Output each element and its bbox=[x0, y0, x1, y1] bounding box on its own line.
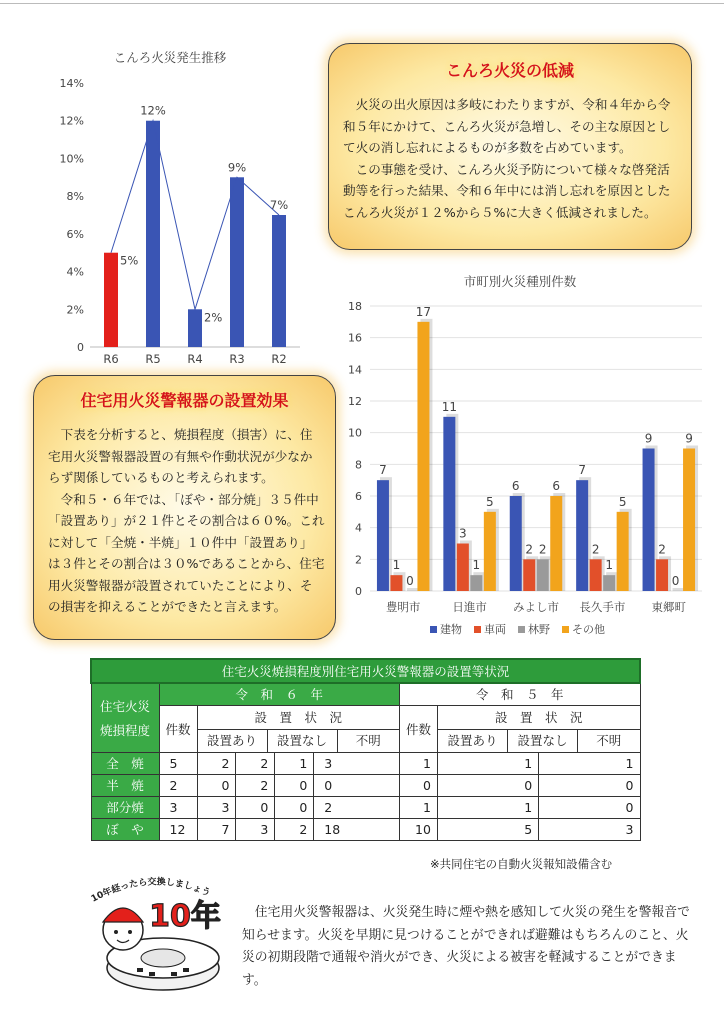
slogan-text: 10年経ったら交換しましょう bbox=[89, 877, 212, 905]
data-label: 5 bbox=[618, 494, 627, 509]
category-label: R5 bbox=[145, 352, 161, 366]
data-label: 7 bbox=[379, 463, 387, 478]
table-cell: 1 bbox=[437, 796, 538, 818]
y-tick-label: 8% bbox=[66, 190, 84, 204]
table-cell: 2 bbox=[236, 752, 275, 774]
callout-body bbox=[343, 94, 681, 223]
table-cell: 0 bbox=[437, 774, 538, 796]
table-cell: 2 bbox=[275, 818, 314, 840]
category-label: R3 bbox=[229, 352, 245, 366]
bar bbox=[510, 496, 522, 591]
table-cell: 0 bbox=[275, 774, 314, 796]
table-title: 住宅火災焼損程度別住宅用火災警報器の設置等状況 bbox=[91, 659, 640, 683]
table-cell: 5 bbox=[159, 752, 197, 774]
table-cell: 10 bbox=[399, 818, 437, 840]
y-tick-label: 0 bbox=[77, 341, 84, 354]
row-label: 半 焼 bbox=[91, 774, 159, 796]
table-cell: 3 bbox=[197, 796, 236, 818]
data-label: 2 bbox=[658, 542, 666, 557]
bar bbox=[146, 121, 160, 347]
table-cell: 1 bbox=[399, 752, 437, 774]
table-row bbox=[91, 818, 640, 840]
smoke-detector-illustration bbox=[85, 860, 225, 995]
table-cell: 0 bbox=[197, 774, 236, 796]
y-tick-label: 8 bbox=[355, 458, 362, 472]
count-header: 件数 bbox=[399, 705, 437, 752]
data-label: 12% bbox=[140, 103, 166, 118]
ten-years-badge: 10年 bbox=[149, 899, 221, 934]
trend-line bbox=[111, 121, 279, 310]
bar bbox=[272, 215, 286, 347]
table-cell: 0 bbox=[399, 774, 437, 796]
table-cell: 5 bbox=[437, 818, 538, 840]
category-label: 豊明市 bbox=[385, 600, 421, 614]
data-label: 9% bbox=[227, 160, 247, 175]
table-row bbox=[91, 774, 640, 796]
table-cell: 3 bbox=[314, 752, 400, 774]
stove-fire-reduction-callout bbox=[328, 43, 692, 250]
y-tick-label: 14% bbox=[59, 77, 84, 90]
bar bbox=[484, 512, 496, 591]
category-label: R2 bbox=[271, 352, 287, 366]
year-header: 令 和 ５ 年 bbox=[399, 683, 640, 705]
status-header-r5: 設 置 状 況 設置あり 設置なし 不明 bbox=[437, 705, 640, 752]
alarm-status-table bbox=[90, 658, 641, 841]
legend-label: 林野 bbox=[528, 623, 550, 636]
bar bbox=[523, 559, 535, 591]
data-label: 9 bbox=[644, 431, 653, 446]
count-header: 件数 bbox=[159, 705, 197, 752]
y-tick-label: 16 bbox=[348, 331, 362, 345]
data-label: 5 bbox=[486, 494, 494, 509]
y-tick-label: 0 bbox=[355, 585, 362, 598]
bar bbox=[470, 575, 482, 591]
data-label: 7% bbox=[269, 198, 289, 212]
bar bbox=[550, 496, 562, 591]
data-label: 2% bbox=[204, 310, 223, 325]
bar bbox=[537, 559, 549, 591]
legend-swatch bbox=[518, 626, 525, 633]
data-label: 3 bbox=[459, 526, 467, 541]
fire-type-by-city-chart bbox=[330, 268, 710, 648]
table-cell: 1 bbox=[275, 752, 314, 774]
y-tick-label: 12 bbox=[348, 395, 362, 408]
data-label: 7 bbox=[578, 463, 586, 478]
legend-swatch bbox=[430, 626, 437, 633]
row-label: ぼ や bbox=[91, 818, 159, 840]
y-tick-label: 14 bbox=[348, 363, 362, 377]
data-label: 2 bbox=[591, 542, 600, 557]
top-rule bbox=[0, 3, 724, 4]
y-tick-label: 4 bbox=[355, 521, 362, 535]
bar bbox=[230, 177, 244, 347]
bar-shadow bbox=[407, 588, 419, 591]
data-label: 5% bbox=[120, 253, 139, 268]
data-label: 1 bbox=[472, 558, 481, 573]
table-cell: 7 bbox=[197, 818, 236, 840]
data-label: 6 bbox=[511, 479, 520, 493]
data-label: 11 bbox=[441, 399, 457, 414]
bar bbox=[188, 309, 202, 347]
data-label: 2 bbox=[525, 542, 534, 557]
table-cell: 0 bbox=[314, 774, 400, 796]
y-tick-label: 10% bbox=[59, 152, 84, 166]
data-label: 9 bbox=[685, 431, 693, 446]
row-label: 全 焼 bbox=[91, 752, 159, 774]
y-tick-label: 12% bbox=[59, 114, 84, 128]
data-label: 1 bbox=[392, 558, 401, 573]
callout-paragraph: 令和５・６年では、「ぼや・部分焼」３５件中「設置あり」が２１件とその割合は６０%。これに対して「全焼・半焼」１０件中「設置あり」は３件とその割合は３０%であることから、住宅用火災警報器が設置されていたことにより、その損害を抑えることができたと言えます。 bbox=[48, 491, 325, 614]
category-label: 長久手市 bbox=[579, 600, 626, 614]
y-tick-label: 10 bbox=[348, 426, 362, 440]
data-label: 0 bbox=[406, 574, 414, 588]
bar bbox=[576, 480, 588, 591]
callout-paragraph: この事態を受け、こんろ火災予防について様々な啓発活動等を行った結果、令和６年中には消し忘れを原因としたこんろ火災が１２%から５%に大きく低減されました。 bbox=[343, 161, 671, 220]
row-header bbox=[91, 683, 159, 752]
bar bbox=[104, 253, 118, 347]
table-row bbox=[91, 752, 640, 774]
category-label: 日進市 bbox=[452, 600, 487, 614]
y-tick-label: 4% bbox=[66, 265, 84, 279]
year-header: 令 和 ６ 年 bbox=[159, 683, 399, 705]
callout-paragraph: 下表を分析すると、焼損程度（損害）に、住宅用火災警報器設置の有無や作動状況が少なからず関係しているものと考えられます。 bbox=[48, 427, 313, 485]
y-tick-label: 6 bbox=[355, 490, 362, 503]
y-tick-label: 2 bbox=[355, 553, 362, 567]
bar bbox=[683, 449, 695, 592]
stove-fire-trend-chart bbox=[50, 45, 310, 375]
table-cell: 1 bbox=[437, 752, 538, 774]
y-tick-label: 18 bbox=[348, 300, 362, 313]
data-label: 6 bbox=[552, 479, 561, 493]
table-cell: 2 bbox=[159, 774, 197, 796]
bar bbox=[656, 559, 668, 591]
table-cell: 3 bbox=[159, 796, 197, 818]
bar bbox=[617, 512, 629, 591]
bar-shadow bbox=[673, 588, 685, 591]
row-header-line: 住宅火災 bbox=[99, 698, 150, 714]
table-cell: 0 bbox=[539, 774, 640, 796]
table-cell: 1 bbox=[539, 752, 640, 774]
table-cell: 3 bbox=[236, 818, 275, 840]
bar bbox=[377, 480, 389, 591]
bar bbox=[443, 417, 455, 591]
chart-title: 市町別火災種別件数 bbox=[463, 274, 577, 289]
bar bbox=[590, 559, 602, 591]
table-row bbox=[91, 796, 640, 818]
callout-body bbox=[48, 424, 325, 618]
bar bbox=[417, 322, 429, 591]
data-label: 17 bbox=[415, 304, 432, 319]
table-cell: 1 bbox=[399, 796, 437, 818]
y-tick-label: 2% bbox=[66, 303, 84, 317]
category-label: R6 bbox=[103, 352, 119, 366]
category-label: 東郷町 bbox=[651, 600, 687, 614]
data-label: 0 bbox=[671, 574, 680, 588]
table-cell: 2 bbox=[314, 796, 400, 818]
category-label: みよし市 bbox=[513, 600, 559, 614]
bar bbox=[457, 544, 469, 592]
data-label: 2 bbox=[538, 542, 547, 557]
row-label: 部分焼 bbox=[91, 796, 159, 818]
callout-title: 住宅用火災警報器の設置効果 bbox=[80, 391, 289, 410]
bar bbox=[643, 449, 655, 592]
table-cell: 18 bbox=[314, 818, 400, 840]
legend-label: 建物 bbox=[440, 623, 462, 636]
table-cell: 0 bbox=[236, 796, 275, 818]
table-note: ※共同住宅の自動火災報知設備含む bbox=[430, 857, 613, 871]
legend-label: 車両 bbox=[484, 623, 506, 636]
table-cell: 3 bbox=[539, 818, 640, 840]
y-tick-label: 6% bbox=[66, 227, 84, 241]
alarm-effect-callout bbox=[33, 375, 336, 640]
legend-label: その他 bbox=[572, 623, 605, 636]
category-label: R4 bbox=[187, 352, 203, 366]
row-header-line: 焼損程度 bbox=[99, 722, 150, 738]
callout-paragraph: 火災の出火原因は多岐にわたりますが、令和４年から令和５年にかけて、こんろ火災が急増し、その主な原因として火の消し忘れによるものが多数を占めています。 bbox=[343, 97, 671, 155]
data-label: 1 bbox=[605, 558, 613, 573]
bar bbox=[390, 575, 402, 591]
description-paragraph: 住宅用火災警報器は、火災発生時に煙や熱を感知して火災の発生を警報音で知らせます。火災を早期に見つけることができれば避難はもちろんのこと、火災の初期段階で通報や消火ができ、火災による被害を軽減することができます。 bbox=[242, 905, 690, 988]
callout-title: こんろ火災の低減 bbox=[445, 61, 574, 80]
legend-swatch bbox=[474, 626, 481, 633]
alarm-description bbox=[242, 902, 692, 992]
table-cell: 0 bbox=[539, 796, 640, 818]
chart-title: こんろ火災発生推移 bbox=[113, 50, 227, 65]
table-cell: 2 bbox=[236, 774, 275, 796]
table-cell: 0 bbox=[275, 796, 314, 818]
bar bbox=[603, 575, 615, 591]
legend-swatch bbox=[562, 626, 569, 633]
table-cell: 12 bbox=[159, 818, 197, 840]
status-header-r6: 設 置 状 況 設置あり 設置なし 不明 bbox=[197, 705, 399, 752]
table-cell: 2 bbox=[197, 752, 236, 774]
